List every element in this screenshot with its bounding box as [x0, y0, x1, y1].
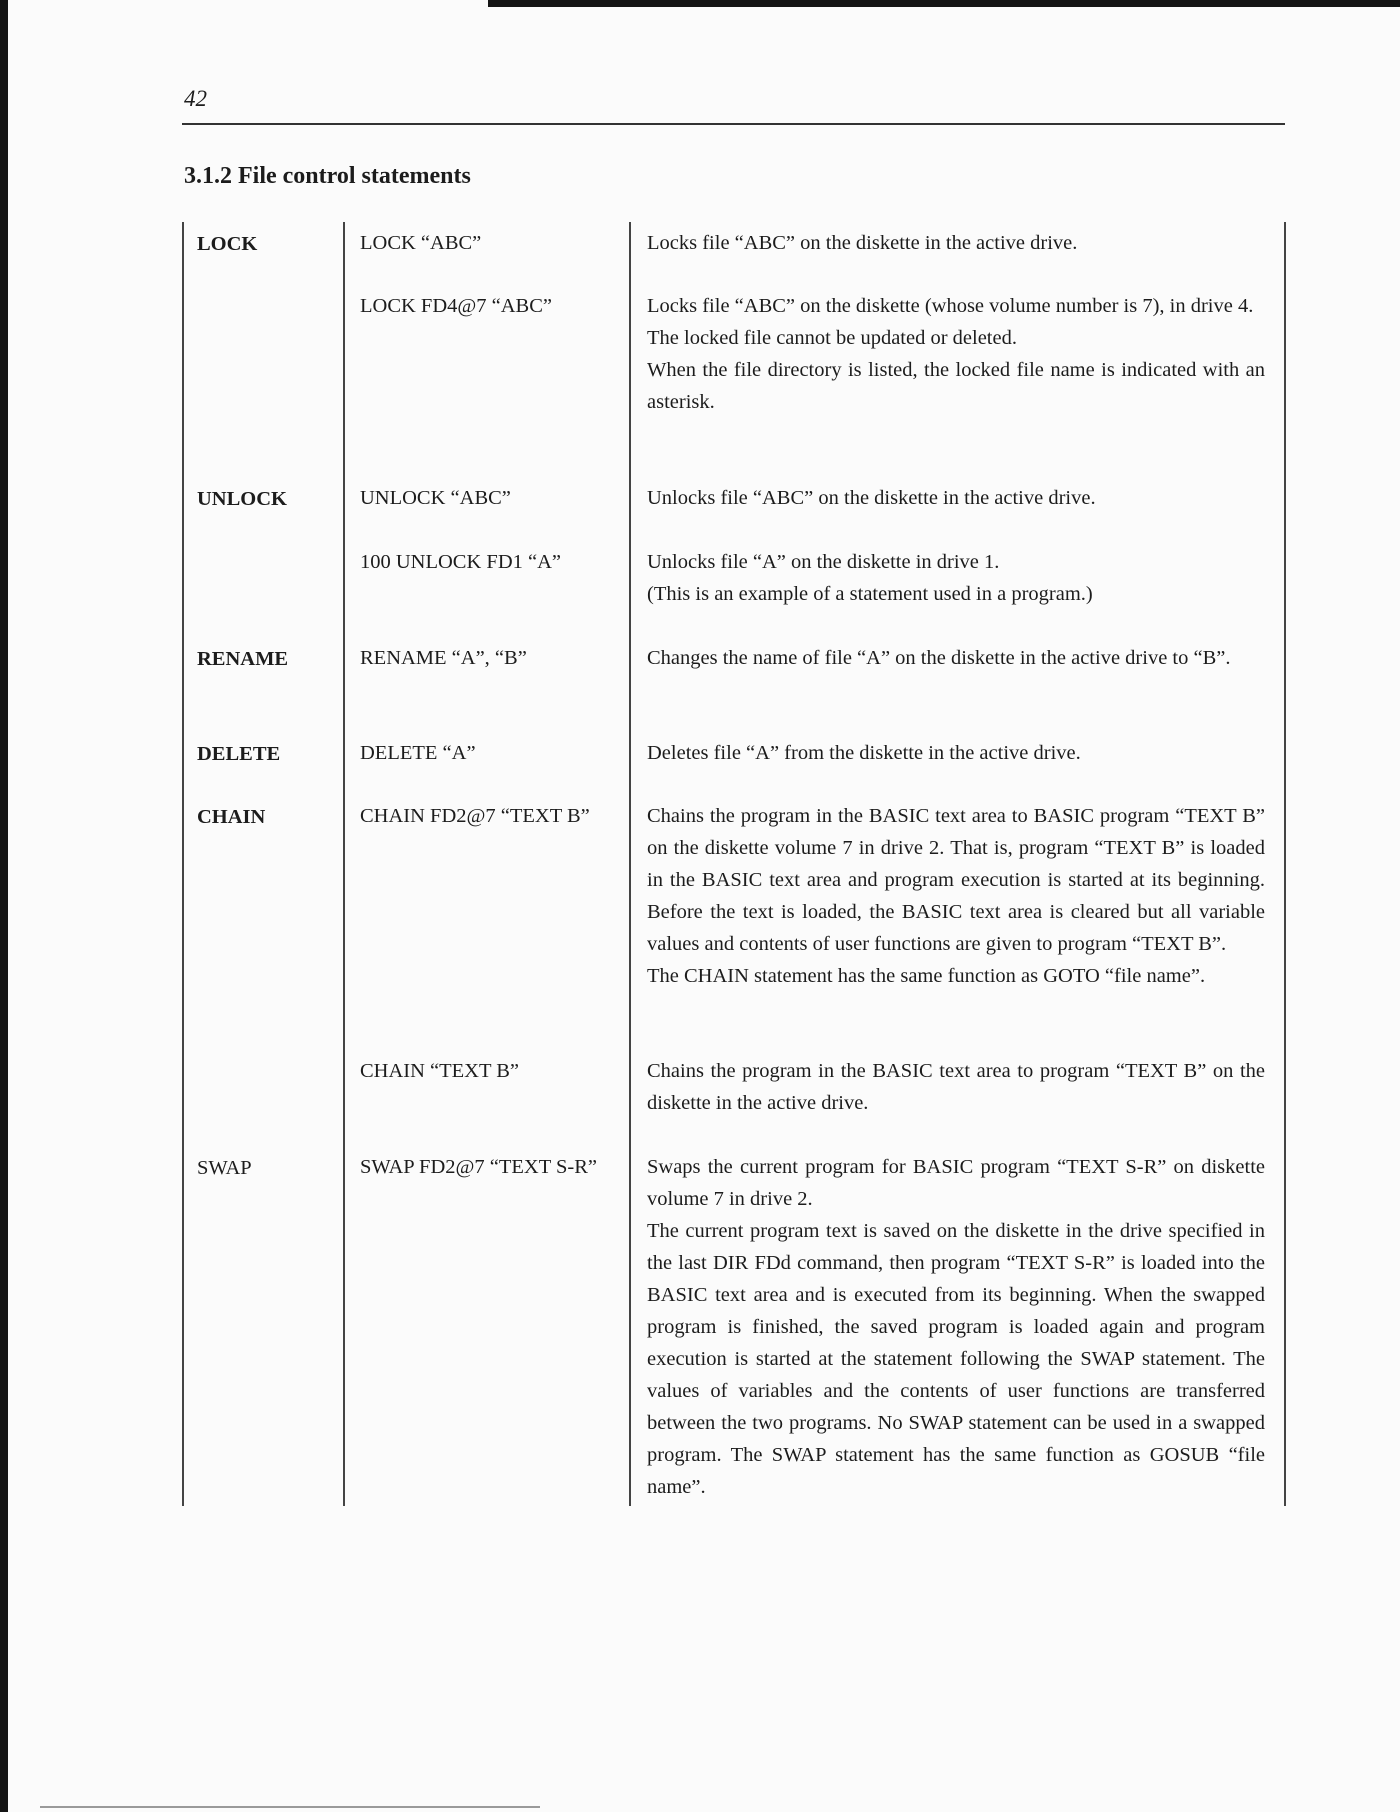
example-rename: RENAME “A”, “B” — [360, 647, 527, 669]
description-unlock-fd1 — [647, 546, 1265, 610]
description-text: The CHAIN statement has the same function as GOTO “file name”. — [647, 965, 1206, 987]
example-swap: SWAP FD2@7 “TEXT S-R” — [360, 1156, 597, 1178]
table-divider-1 — [343, 222, 345, 1506]
command-chain: CHAIN — [197, 806, 266, 828]
example-unlock-fd1: 100 UNLOCK FD1 “A” — [360, 551, 561, 573]
description-text: Swaps the current program for BASIC program “TEXT S-R” on diskette volume 7 in drive 2. — [647, 1156, 1265, 1210]
scan-edge-left — [0, 0, 8, 1812]
description-lock-fd4 — [647, 290, 1265, 418]
command-lock: LOCK — [197, 233, 258, 255]
header-rule — [182, 123, 1285, 125]
description-chain — [647, 1055, 1265, 1119]
description-text: Unlocks file “ABC” on the diskette in the active drive. — [647, 487, 1096, 509]
description-text: Chains the program in the BASIC text area to program “TEXT B” on the diskette in the active drive. — [647, 1060, 1265, 1114]
table-divider-2 — [629, 222, 631, 1506]
description-text: The locked file cannot be updated or deleted. — [647, 327, 1017, 349]
section-title: 3.1.2 File control statements — [184, 163, 471, 189]
description-text: Unlocks file “A” on the diskette in drive 1. — [647, 551, 1000, 573]
command-swap: SWAP — [197, 1157, 252, 1179]
example-chain-fd2: CHAIN FD2@7 “TEXT B” — [360, 805, 590, 827]
description-lock — [647, 227, 1265, 259]
description-unlock — [647, 482, 1265, 514]
example-chain: CHAIN “TEXT B” — [360, 1060, 520, 1082]
description-text: When the file directory is listed, the locked file name is indicated with an asterisk. — [647, 359, 1265, 413]
example-unlock: UNLOCK “ABC” — [360, 487, 511, 509]
description-delete — [647, 737, 1265, 769]
description-swap — [647, 1151, 1265, 1503]
command-unlock: UNLOCK — [197, 488, 287, 510]
description-rename — [647, 642, 1265, 674]
example-delete: DELETE “A” — [360, 742, 476, 764]
description-text: Locks file “ABC” on the diskette (whose volume number is 7), in drive 4. — [647, 295, 1254, 317]
table-border-right — [1284, 222, 1286, 1506]
scan-edge-top — [488, 0, 1400, 7]
page-number: 42 — [184, 86, 207, 111]
description-text: (This is an example of a statement used in a program.) — [647, 583, 1093, 605]
description-text: Locks file “ABC” on the diskette in the active drive. — [647, 232, 1078, 254]
scan-edge-bottom — [40, 1806, 540, 1808]
command-rename: RENAME — [197, 648, 289, 670]
description-chain-fd2 — [647, 800, 1265, 992]
description-text: Changes the name of file “A” on the diskette in the active drive to “B”. — [647, 647, 1231, 669]
description-text: Chains the program in the BASIC text area to BASIC program “TEXT B” on the diskette volume 7 in drive 2. That is, program “TEXT B” is loaded in the BASIC text area and program execution is started at its beginning. Before the text is loaded, the BASIC text area is cleared but all variable values and contents of user functions are given to program “TEXT B”. — [647, 805, 1265, 955]
table-border-left — [182, 222, 184, 1506]
description-text: Deletes file “A” from the diskette in the active drive. — [647, 742, 1081, 764]
description-text: The current program text is saved on the diskette in the drive specified in the last DIR FDd command, then program “TEXT S-R” is loaded into the BASIC text area and is executed from its beginning. When the swapped program is finished, the saved program is loaded again and program execution is started at the statement following the SWAP statement. The values of variables and the contents of user functions are transferred between the two programs. No SWAP statement can be used in a swapped program. The SWAP statement has the same function as GOSUB “file name”. — [647, 1220, 1265, 1498]
command-delete: DELETE — [197, 743, 281, 765]
example-lock-fd4: LOCK FD4@7 “ABC” — [360, 295, 552, 317]
example-lock: LOCK “ABC” — [360, 232, 482, 254]
